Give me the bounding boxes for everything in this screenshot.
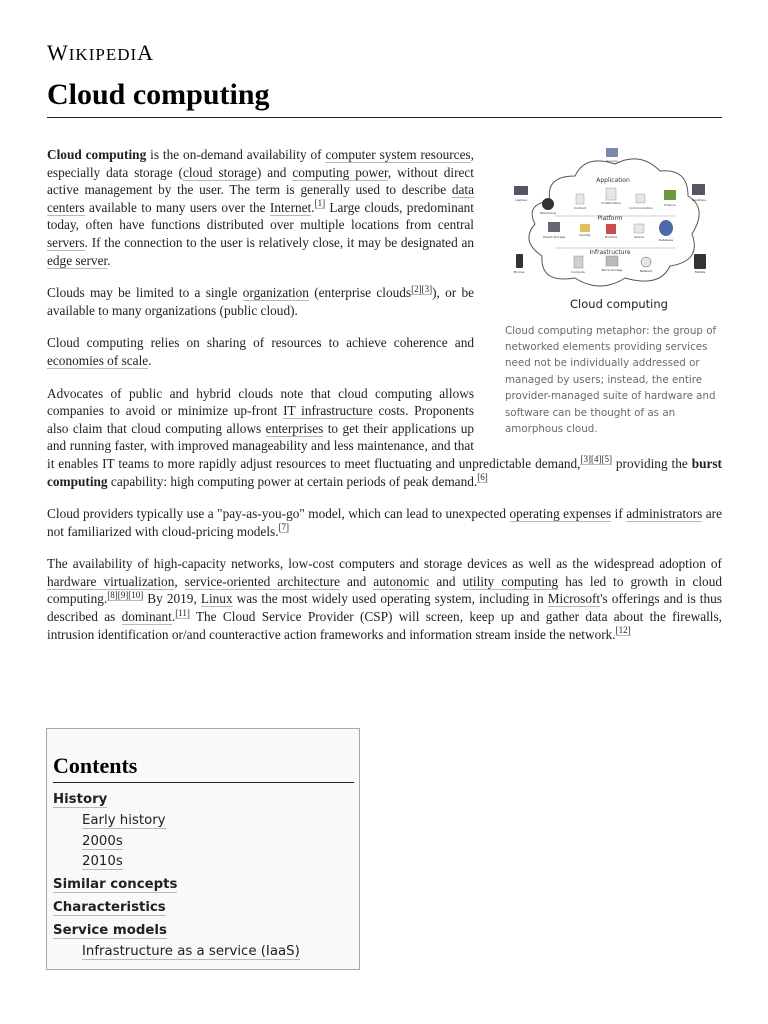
link-computer-system-resources[interactable]: computer system resources — [325, 147, 471, 162]
network-icon — [641, 257, 651, 267]
text: providing the — [611, 455, 692, 471]
cloud-computing-figure — [492, 146, 722, 437]
link-it-infrastructure[interactable]: IT infrastructure — [283, 403, 373, 419]
node-queue: Queue — [634, 235, 644, 239]
paragraph-availability — [47, 555, 722, 643]
node-network: Network — [639, 269, 653, 273]
link-service-oriented-architecture[interactable]: service-oriented architecture — [184, 573, 341, 589]
node-database: Database — [658, 238, 674, 242]
link-dominant[interactable]: dominant — [121, 609, 172, 625]
link-autonomic[interactable]: autonomic — [373, 573, 430, 589]
servers-icon — [606, 148, 618, 157]
wordmark-final: A — [137, 40, 155, 65]
paragraph-providers — [47, 505, 722, 540]
node-compute: Compute — [571, 270, 585, 274]
text: ) and — [256, 164, 293, 180]
compute-icon — [574, 256, 583, 268]
text: 's offerings and is thus described as — [47, 591, 722, 625]
toc-item-iaas[interactable] — [53, 942, 300, 963]
node-object-storage: Object Storage — [542, 235, 566, 239]
content-icon — [576, 194, 584, 204]
citation-2[interactable]: [2] — [411, 283, 422, 294]
node-finance: Finance — [664, 203, 676, 207]
link-enterprises[interactable]: enterprises — [265, 420, 324, 436]
figure-caption: Cloud computing metaphor: the group of networked elements providing services need not be individually addressed or managed by users; instead, the entire provider-managed suite of hardware and software can be thought of as an amorphous cloud. — [505, 324, 717, 436]
bold-term-burst: burst computing — [47, 455, 722, 489]
citation-4[interactable]: [4] — [590, 454, 602, 465]
wordmark-middle: IKIPEDI — [68, 45, 138, 64]
table-of-contents — [46, 728, 360, 970]
object-storage-icon — [548, 222, 560, 232]
text: Clouds may be limited to a single — [47, 285, 243, 301]
link-servers[interactable]: servers — [47, 234, 85, 250]
link-operating-expenses[interactable]: operating expenses — [509, 506, 612, 522]
text: By 2019, — [143, 591, 201, 607]
desktop-icon — [692, 184, 705, 195]
toc-item-similar-concepts[interactable] — [53, 873, 300, 896]
citation-3[interactable]: [3] — [421, 283, 433, 294]
finance-icon — [664, 190, 676, 200]
toc-list — [53, 788, 300, 962]
link-edge-server[interactable]: edge server — [47, 252, 108, 268]
node-identity: Identity — [579, 233, 591, 237]
text: costs. Proponents also claim that cloud computing allows — [47, 403, 475, 436]
text: Cloud providers typically use a "pay-as-you-go" model, which can lead to unexpected — [47, 506, 510, 522]
link-microsoft[interactable]: Microsoft — [547, 591, 601, 607]
citation-9[interactable]: [9] — [117, 590, 129, 601]
link-cloud-storage[interactable]: cloud storage — [182, 164, 257, 180]
text: , without direct active management by the user. The term is generally used to describe — [47, 164, 474, 198]
text: . If the connection to the user is relatively close, it may be designated an — [84, 234, 474, 250]
text: The Cloud Service Provider (CSP) will screen, keep up and gather data about the firewalls, intrusion identification or/and counteractive action frameworks and information stream inside the network. — [47, 609, 722, 642]
text: . — [107, 252, 111, 268]
text: . — [171, 609, 176, 625]
text: was the most widely used operating system, including in — [232, 591, 548, 607]
node-laptops: Laptops — [515, 198, 527, 202]
link-utility-computing[interactable]: utility computing — [462, 573, 559, 589]
toc-item-service-models[interactable] — [53, 919, 300, 942]
runtime-icon — [606, 224, 616, 234]
link-data-centers[interactable]: data centers — [47, 182, 474, 215]
text: (enterprise clouds — [308, 285, 412, 301]
queue-icon — [634, 224, 644, 233]
toc-item-early-history[interactable] — [53, 811, 300, 832]
block-storage-icon — [606, 256, 618, 266]
article-body — [47, 146, 722, 658]
identity-icon — [580, 224, 590, 232]
link-organization[interactable]: organization — [242, 285, 309, 301]
toc-label[interactable]: History — [53, 792, 108, 807]
text: and — [429, 573, 463, 589]
citation-11[interactable]: [11] — [175, 607, 190, 618]
link-hardware-virtualization[interactable]: hardware virtualization — [47, 573, 175, 589]
toc-label[interactable]: 2000s — [82, 833, 123, 849]
text: Large clouds, predominant today, often have functions distributed over multiple locations from central — [47, 199, 475, 233]
link-economies-of-scale[interactable]: economies of scale — [47, 352, 149, 368]
text: . — [311, 199, 315, 215]
phone-icon — [516, 254, 523, 268]
toc-label[interactable]: Service models — [53, 922, 167, 938]
collaboration-icon — [606, 188, 616, 200]
citation-1[interactable]: [1] — [314, 198, 326, 209]
node-servers: Servers — [606, 159, 618, 163]
layer-platform: Platform — [597, 215, 623, 222]
node-tablets: Tablets — [694, 270, 706, 274]
node-block-storage: Block Storage — [601, 268, 623, 272]
toc-label[interactable]: 2010s — [82, 854, 123, 869]
text: Cloud computing relies on sharing of resources to achieve coherence and — [47, 335, 474, 351]
text: Advocates of public and hybrid clouds note that cloud computing allows companies to avoid or minimize up-front — [47, 385, 474, 419]
text: is the on-demand availability of — [146, 147, 326, 162]
text: if — [611, 506, 627, 522]
link-linux[interactable]: Linux — [200, 591, 233, 607]
toc-item-characteristics[interactable] — [53, 896, 300, 919]
toc-title: Contents — [53, 753, 354, 783]
link-internet[interactable]: Internet — [269, 199, 312, 215]
node-desktops: Desktops — [692, 198, 706, 202]
citation-8[interactable]: [8] — [107, 590, 118, 601]
wikipedia-wordmark[interactable] — [47, 40, 154, 66]
link-administrators[interactable]: administrators — [626, 506, 703, 522]
communication-icon — [636, 194, 645, 203]
toc-label[interactable]: Early history — [82, 813, 166, 828]
tablet-icon — [694, 254, 706, 269]
citation-5[interactable]: [5] — [601, 454, 612, 465]
citation-3b[interactable]: [3] — [580, 454, 591, 465]
toc-label[interactable]: Infrastructure as a service (IaaS) — [82, 943, 300, 959]
layer-infrastructure: Infrastructure — [589, 249, 631, 256]
monitoring-icon — [542, 198, 554, 210]
node-collaboration: Collaboration — [601, 201, 621, 205]
citation-10[interactable]: [10] — [128, 590, 144, 601]
laptop-icon — [514, 186, 528, 195]
text: available to many users over the — [84, 199, 270, 215]
toc-label[interactable]: Similar concepts — [53, 876, 178, 892]
database-icon — [659, 220, 673, 236]
node-runtime: Runtime — [604, 235, 618, 239]
toc-label[interactable]: Characteristics — [53, 899, 166, 915]
text: are not familiarized with cloud-pricing models. — [47, 506, 722, 539]
text: , especially data storage ( — [47, 147, 474, 180]
node-content: Content — [574, 206, 586, 210]
bold-term: Cloud computing — [47, 147, 147, 162]
layer-application: Application — [596, 177, 630, 184]
figure-title: Cloud computing — [570, 297, 668, 311]
cloud-computing-diagram[interactable] — [510, 146, 710, 296]
node-communication: Communication — [629, 206, 653, 210]
node-monitoring: Monitoring — [539, 211, 557, 215]
text: . — [148, 352, 152, 368]
citation-6[interactable]: [6] — [477, 472, 488, 483]
text: The availability of high-capacity networks, low-cost computers and storage devices as well as the widespread adoption of — [47, 556, 722, 572]
link-computing-power[interactable]: computing power — [292, 164, 388, 180]
page-title: Cloud computing — [47, 78, 270, 111]
toc-item-history[interactable] — [53, 788, 300, 811]
text: , — [174, 573, 185, 589]
node-phones: Phones — [513, 270, 525, 274]
title-divider — [47, 117, 722, 118]
toc-item-2000s[interactable] — [53, 832, 300, 853]
text: ), or be available to many organizations (public cloud). — [47, 285, 475, 318]
text: and — [340, 573, 374, 589]
text: capability: high computing power at certain periods of peak demand. — [107, 473, 478, 489]
toc-item-2010s[interactable] — [53, 852, 300, 873]
text: has led to growth in cloud computing. — [47, 573, 722, 607]
citation-7[interactable]: [7] — [278, 522, 290, 533]
text: to get their applications up and running faster, with improved manageability and less maintenance, and that it enables IT teams to more rapidly adjust resources to meet fluctuating and unpredictable demand, — [47, 420, 581, 471]
wordmark-initial: W — [47, 40, 69, 65]
citation-12[interactable]: [12] — [615, 625, 631, 636]
